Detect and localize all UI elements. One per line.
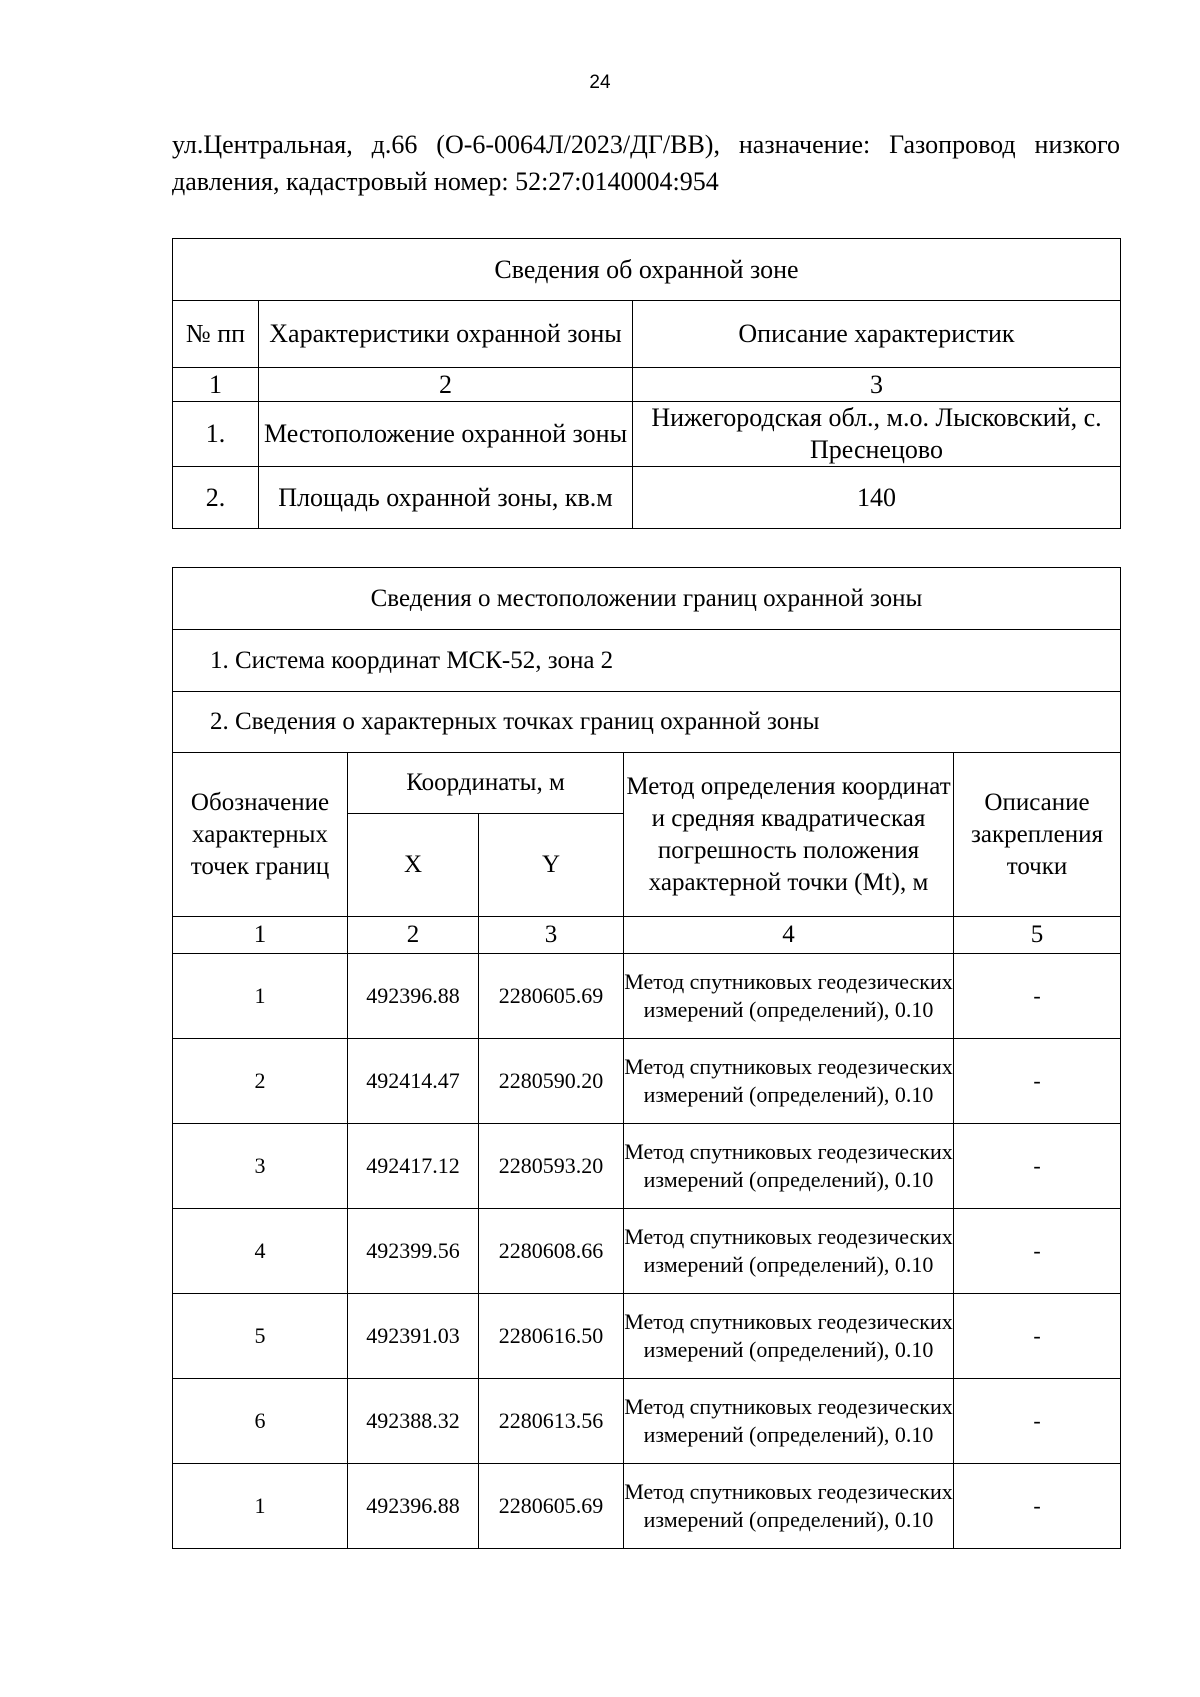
point-x: 492396.88 bbox=[348, 954, 479, 1039]
row-description: Нижегородская обл., м.о. Лысковский, с. Преснецово bbox=[633, 402, 1121, 467]
boundary-table bbox=[172, 567, 1121, 1549]
row-characteristic: Площадь охранной зоны, кв.м bbox=[259, 467, 633, 529]
row-characteristic: Местоположение охранной зоны bbox=[259, 402, 633, 467]
table-row bbox=[173, 467, 1121, 529]
zone-info-title: Сведения об охранной зоне bbox=[173, 239, 1121, 301]
point-x: 492414.47 bbox=[348, 1039, 479, 1124]
point-fixing: - bbox=[954, 1464, 1121, 1549]
table-row bbox=[173, 402, 1121, 467]
column-number: 5 bbox=[954, 917, 1121, 954]
zone-header-num: № пп bbox=[173, 301, 259, 368]
zone-header-characteristic: Характеристики охранной зоны bbox=[259, 301, 633, 368]
point-method: Метод спутниковых геодезических измерений (определений), 0.10 bbox=[624, 1039, 954, 1124]
row-number: 1. bbox=[173, 402, 259, 467]
point-method: Метод спутниковых геодезических измерений (определений), 0.10 bbox=[624, 1379, 954, 1464]
point-y: 2280590.20 bbox=[479, 1039, 624, 1124]
point-y: 2280608.66 bbox=[479, 1209, 624, 1294]
point-id: 4 bbox=[173, 1209, 348, 1294]
table-row bbox=[173, 1464, 1121, 1549]
point-fixing: - bbox=[954, 954, 1121, 1039]
table-row bbox=[173, 1124, 1121, 1209]
column-number: 1 bbox=[173, 917, 348, 954]
zone-info-table bbox=[172, 238, 1121, 529]
coordinate-system: 1. Система координат МСК-52, зона 2 bbox=[173, 630, 1121, 692]
column-number: 4 bbox=[624, 917, 954, 954]
column-number: 3 bbox=[479, 917, 624, 954]
point-method: Метод спутниковых геодезических измерений (определений), 0.10 bbox=[624, 1209, 954, 1294]
point-x: 492399.56 bbox=[348, 1209, 479, 1294]
point-method: Метод спутниковых геодезических измерений (определений), 0.10 bbox=[624, 1294, 954, 1379]
point-method: Метод спутниковых геодезических измерений (определений), 0.10 bbox=[624, 1464, 954, 1549]
point-id: 2 bbox=[173, 1039, 348, 1124]
zone-col-number: 3 bbox=[633, 368, 1121, 402]
zone-col-number: 1 bbox=[173, 368, 259, 402]
point-fixing: - bbox=[954, 1039, 1121, 1124]
table-row bbox=[173, 1209, 1121, 1294]
point-id: 3 bbox=[173, 1124, 348, 1209]
point-method: Метод спутниковых геодезических измерений (определений), 0.10 bbox=[624, 1124, 954, 1209]
point-fixing: - bbox=[954, 1379, 1121, 1464]
point-y: 2280616.50 bbox=[479, 1294, 624, 1379]
table-row bbox=[173, 1379, 1121, 1464]
point-fixing: - bbox=[954, 1209, 1121, 1294]
column-number: 2 bbox=[348, 917, 479, 954]
point-y: 2280613.56 bbox=[479, 1379, 624, 1464]
page-number: 24 bbox=[589, 72, 611, 93]
point-id: 1 bbox=[173, 954, 348, 1039]
point-method: Метод спутниковых геодезических измерений (определений), 0.10 bbox=[624, 954, 954, 1039]
point-x: 492396.88 bbox=[348, 1464, 479, 1549]
header-y: Y bbox=[479, 814, 624, 917]
row-number: 2. bbox=[173, 467, 259, 529]
point-fixing: - bbox=[954, 1124, 1121, 1209]
row-description: 140 bbox=[633, 467, 1121, 529]
point-id: 5 bbox=[173, 1294, 348, 1379]
intro-paragraph: ул.Центральная, д.66 (О-6-0064Л/2023/ДГ/ВВ), назначение: Газопровод низкого давления, кадастровый номер: 52:27:0140004:954 bbox=[172, 130, 1120, 196]
point-id: 6 bbox=[173, 1379, 348, 1464]
point-y: 2280593.20 bbox=[479, 1124, 624, 1209]
header-x: X bbox=[348, 814, 479, 917]
table-row bbox=[173, 1039, 1121, 1124]
header-fixing: Описание закрепления точки bbox=[954, 753, 1121, 917]
table-row bbox=[173, 954, 1121, 1039]
boundary-title: Сведения о местоположении границ охранной зоны bbox=[173, 568, 1121, 630]
table-row bbox=[173, 1294, 1121, 1379]
header-method: Метод определения координат и средняя квадратическая погрешность положения характерной точки (Mt), м bbox=[624, 753, 954, 917]
point-fixing: - bbox=[954, 1294, 1121, 1379]
points-title: 2. Сведения о характерных точках границ охранной зоны bbox=[173, 692, 1121, 753]
zone-header-description: Описание характеристик bbox=[633, 301, 1121, 368]
zone-col-number: 2 bbox=[259, 368, 633, 402]
point-y: 2280605.69 bbox=[479, 1464, 624, 1549]
point-x: 492388.32 bbox=[348, 1379, 479, 1464]
point-y: 2280605.69 bbox=[479, 954, 624, 1039]
header-coordinates: Координаты, м bbox=[348, 753, 624, 814]
point-id: 1 bbox=[173, 1464, 348, 1549]
point-x: 492391.03 bbox=[348, 1294, 479, 1379]
point-x: 492417.12 bbox=[348, 1124, 479, 1209]
header-designation: Обозначение характерных точек границ bbox=[173, 753, 348, 917]
